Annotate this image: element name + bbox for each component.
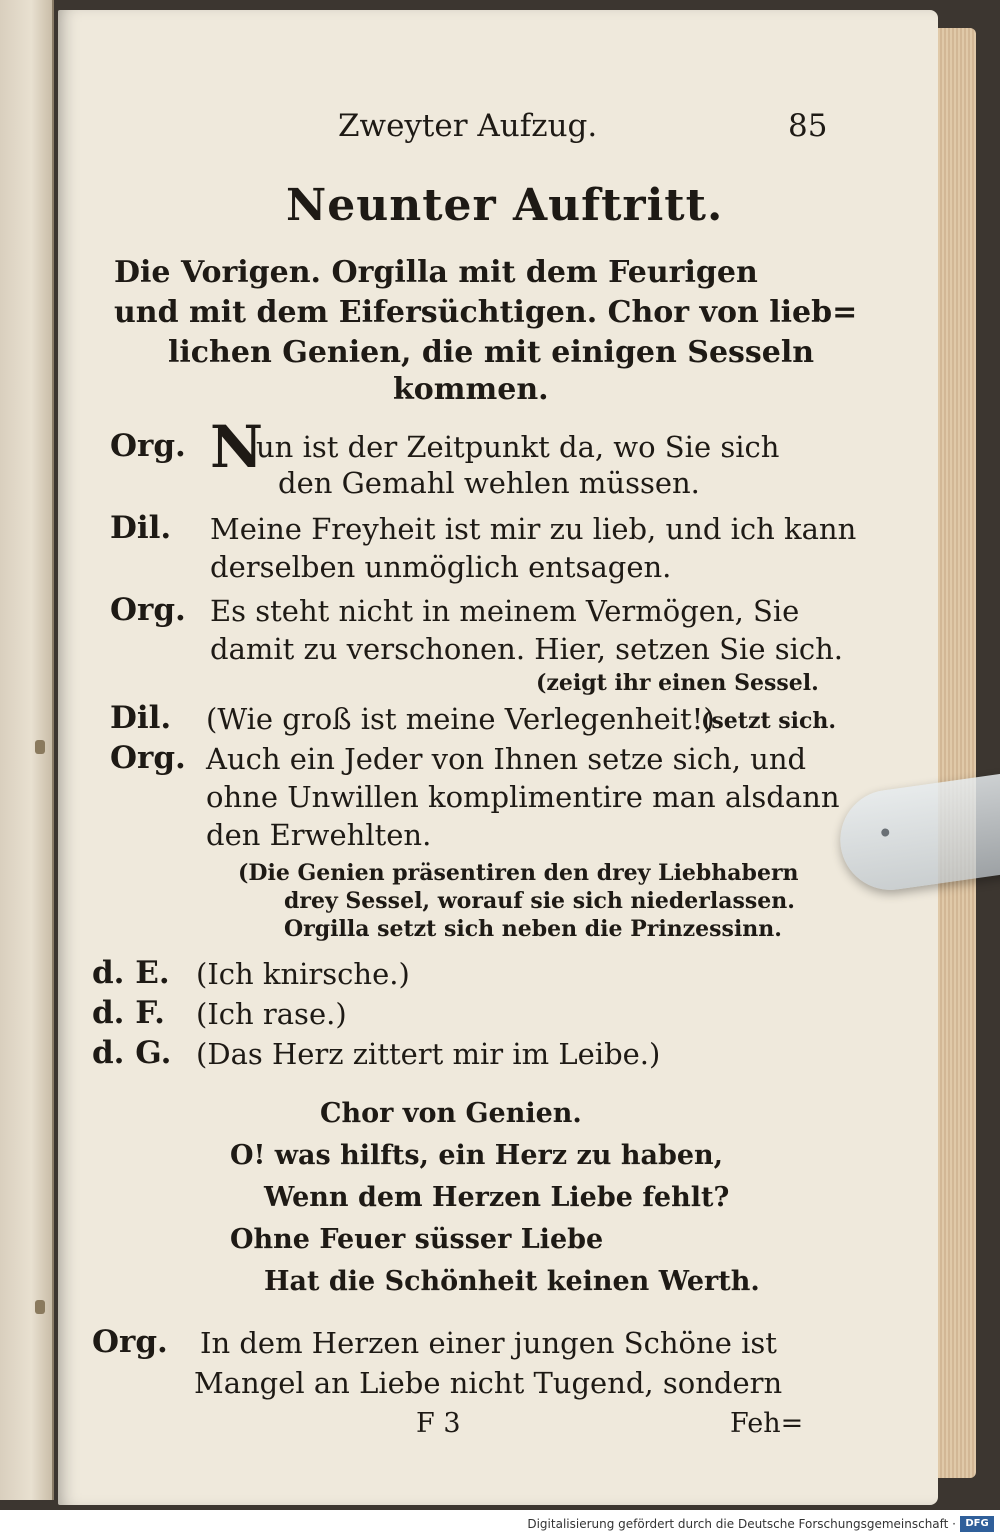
speaker-label: d. G. <box>92 1035 172 1071</box>
aside-line: (Ich knirsche.) <box>196 957 410 991</box>
stage-direction-line: drey Sessel, worauf sie sich niederlassen. <box>284 888 795 914</box>
speaker-label: Org. <box>110 740 186 776</box>
dialogue-line: Es steht nicht in meinem Vermögen, Sie <box>210 594 800 628</box>
dialogue-line: Mangel an Liebe nicht Tugend, sondern <box>194 1366 783 1400</box>
stage-direction-line: lichen Genien, die mit einigen Sesseln <box>168 335 815 370</box>
dialogue-line: den Gemahl wehlen müssen. <box>278 466 700 500</box>
dialogue-line: un ist der Zeitpunkt da, wo Sie sich <box>256 430 780 464</box>
dialogue-line: ohne Unwillen komplimentire man alsdann <box>206 780 840 814</box>
chorus-line: Wenn dem Herzen Liebe fehlt? <box>264 1182 730 1213</box>
dialogue-line: Meine Freyheit ist mir zu lieb, und ich kann <box>210 512 857 546</box>
stage-direction-line: Die Vorigen. Orgilla mit dem Feurigen <box>114 255 758 290</box>
credit-text: Digitalisierung gefördert durch die Deutsche Forschungsgemeinschaft · <box>527 1517 956 1531</box>
aside-line: (Ich rase.) <box>196 997 347 1031</box>
dialogue-line: In dem Herzen einer jungen Schöne ist <box>200 1326 777 1360</box>
scene-title: Neunter Auftritt. <box>286 180 724 231</box>
speaker-label: Dil. <box>110 510 172 546</box>
stage-direction-inline: (zeigt ihr einen Sessel. <box>536 670 819 696</box>
speaker-label: d. F. <box>92 995 165 1031</box>
speaker-label: Org. <box>92 1324 168 1360</box>
stage-direction-line: und mit dem Eifersüchtigen. Chor von lieb= <box>114 295 858 330</box>
speaker-label: Org. <box>110 592 186 628</box>
clip-rivet <box>881 828 890 837</box>
catchword: Feh= <box>730 1408 804 1439</box>
signature-mark: F 3 <box>416 1408 461 1439</box>
stage-direction-line: kommen. <box>393 372 549 407</box>
stage-direction-line: (Die Genien präsentiren den drey Liebhabern <box>238 860 799 886</box>
dialogue-line: damit zu verschonen. Hier, setzen Sie sich. <box>210 632 843 666</box>
dialogue-line: derselben unmöglich entsagen. <box>210 550 672 584</box>
dialogue-line: Auch ein Jeder von Ihnen setze sich, und <box>206 742 807 776</box>
chorus-heading: Chor von Genien. <box>320 1098 582 1129</box>
aside-line: (Das Herz zittert mir im Leibe.) <box>196 1037 661 1071</box>
binding-thread <box>35 740 45 754</box>
speaker-label: Org. <box>110 428 186 464</box>
dfg-logo: DFG <box>960 1516 994 1532</box>
credit-bar <box>0 1512 1000 1540</box>
chorus-line: O! was hilfts, ein Herz zu haben, <box>230 1140 724 1171</box>
stage-direction-line: Orgilla setzt sich neben die Prinzessinn. <box>284 916 782 942</box>
book-page <box>58 10 938 1505</box>
dialogue-line: den Erwehlten. <box>206 818 432 852</box>
chorus-line: Ohne Feuer süsser Liebe <box>230 1224 604 1255</box>
chorus-line: Hat die Schönheit keinen Werth. <box>264 1266 760 1297</box>
speaker-label: d. E. <box>92 955 170 991</box>
speaker-label: Dil. <box>110 700 172 736</box>
page-stack-edge <box>936 28 976 1478</box>
binding-thread <box>35 1300 45 1314</box>
page-number: 85 <box>788 108 828 144</box>
running-title: Zweyter Aufzug. <box>338 108 598 144</box>
drop-cap: N <box>210 413 264 481</box>
stage-direction-inline: (setzt sich. <box>701 708 837 734</box>
facing-page-edge <box>0 0 54 1500</box>
dialogue-line: (Wie groß ist meine Verlegenheit!) <box>206 702 715 736</box>
